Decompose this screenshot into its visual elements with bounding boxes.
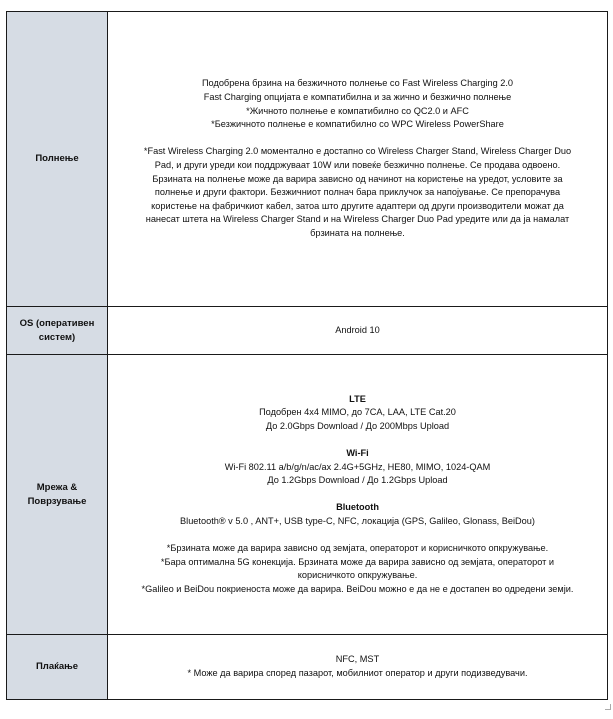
charging-line: *Безжичното полнење е компатибилно со WPC Wireless PowerShare — [211, 119, 504, 130]
row-label-network — [7, 355, 108, 635]
charging-line: Подобрена брзина на безжичното полнење со Fast Wireless Charging 2.0 — [201, 78, 514, 89]
row-content-charging — [108, 12, 608, 307]
row-label-os — [7, 307, 108, 355]
wifi-heading: Wi-Fi — [346, 447, 369, 458]
lte-heading: LTE — [349, 393, 366, 404]
spec-row-network — [7, 355, 608, 635]
row-content-network — [108, 355, 608, 635]
bluetooth-heading: Bluetooth — [336, 502, 379, 513]
row-label-charging: Полнење — [7, 12, 108, 307]
row-label-network-line: Мрежа & — [36, 481, 78, 493]
spec-row-charging — [7, 12, 608, 307]
row-label-network-line: Поврзување — [27, 495, 87, 507]
payment-line: NFC, MST — [335, 654, 380, 665]
network-note-line: *Galileo и BeiDou покриеноста може да варира. BeiDou можно е да не е достапен во одредени земји. — [141, 583, 574, 594]
wifi-line: До 1.2Gbps Download / До 1.2Gbps Upload — [267, 475, 448, 486]
charging-note-line: брзината на полнење. — [310, 227, 405, 238]
charging-note-line: нанесат штета на Wireless Charger Stand и на Wireless Charger Duo Pad уредите или да ја намалат — [145, 214, 570, 225]
row-content-os — [108, 307, 608, 355]
network-note-line: корисничкото опкружување. — [297, 570, 418, 581]
bluetooth-line: Bluetooth® v 5.0 , ANT+, USB type-C, NFC, локација (GPS, Galileo, Glonass, BeiDou) — [180, 515, 535, 526]
lte-line: Подобрен 4x4 MIMO, до 7CA, LAA, LTE Cat.20 — [259, 407, 456, 418]
charging-note-line: Брзината на полнење може да варира зависно од начинот на користење на уредот, условите за — [152, 173, 563, 184]
charging-note-line: *Fast Wireless Charging 2.0 моментално е достапно со Wireless Charger Stand, Wireless Charger Duo — [143, 146, 572, 157]
row-label-payment: Плаќање — [7, 635, 108, 700]
charging-line: Fast Charging опцијата е компатибилна и за жично и безжично полнење — [203, 92, 512, 103]
row-content-payment — [108, 635, 608, 700]
lte-line: До 2.0Gbps Download / До 200Mbps Upload — [265, 420, 450, 431]
os-value: Android 10 — [335, 324, 380, 335]
charging-note-line: Pad, и други уреди кои поддржуваат 10W или повеќе безжично полнење. Се продава одвоено. — [154, 159, 561, 170]
corner-mark-icon — [605, 704, 611, 710]
payment-line: * Може да варира според пазарот, мобилниот оператор и други подизведувачи. — [187, 668, 528, 678]
network-note-line: *Брзината може да варира зависно од земјата, операторот и корисничкото опкружување. — [166, 542, 549, 553]
wifi-line: Wi-Fi 802.11 a/b/g/n/ac/ax 2.4G+5GHz, HE80, MIMO, 1024-QAM — [224, 461, 491, 472]
charging-note-line: користење на фабричкиот кабел, затоа што другите адаптери од други производители можат да — [151, 200, 564, 211]
row-label-os-line: систем) — [38, 331, 76, 343]
spec-table — [6, 11, 608, 700]
network-note-line: *Бара оптимална 5G конекција. Брзината може да варира зависно од земјата, операторот и — [160, 556, 555, 567]
charging-note-line: полнење и други фактори. Безжичниот полнач бара приклучок за напојување. Се препорачува — [154, 187, 561, 198]
charging-line: *Жичното полнење е компатибилно со QC2.0 и AFC — [246, 105, 469, 116]
row-label-os-line: OS (оперативен — [19, 317, 95, 329]
spec-row-payment — [7, 635, 608, 700]
spec-row-os — [7, 307, 608, 355]
